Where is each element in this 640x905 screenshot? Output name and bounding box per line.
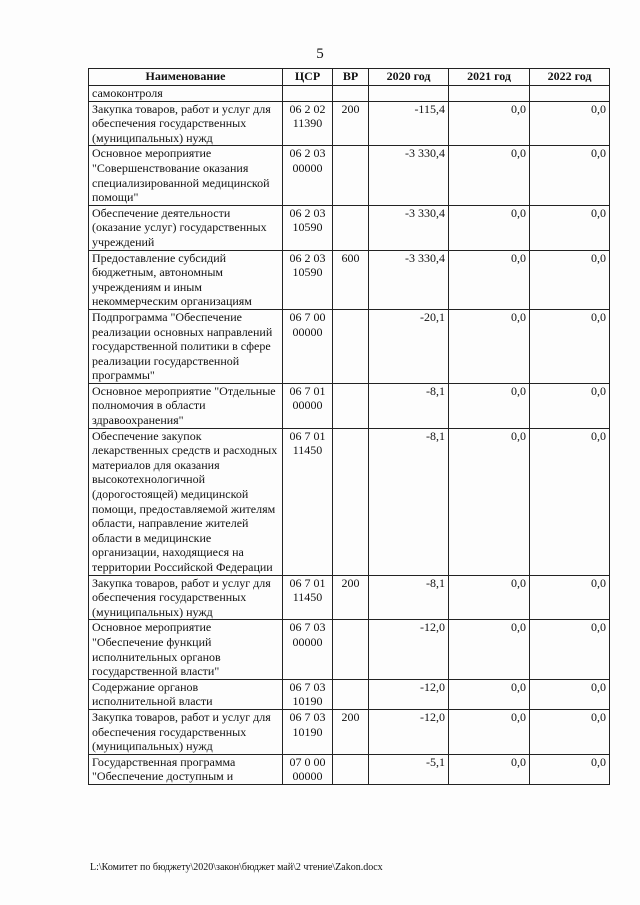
header-name: Наименование [89,69,283,86]
cell-2020: -3 330,4 [369,250,449,309]
cell-vr [333,428,369,575]
header-vr: ВР [333,69,369,86]
cell-name: Основное мероприятие "Обеспечение функций исполнительных органов государственной власти" [89,620,283,679]
cell-2020: -12,0 [369,709,449,754]
cell-vr [333,754,369,784]
cell-2021: 0,0 [449,679,530,709]
cell-2022: 0,0 [530,383,610,428]
table-row [89,575,610,620]
table-row [89,709,610,754]
cell-csr: 06 2 03 10590 [283,205,333,250]
cell-2020: -12,0 [369,620,449,679]
footer-file-path: L:\Комитет по бюджету\2020\закон\бюджет май\2 чтение\Zakon.docx [90,862,383,873]
cell-name: Обеспечение деятельности (оказание услуг) государственных учреждений [89,205,283,250]
cell-2021: 0,0 [449,146,530,205]
cell-vr [333,679,369,709]
cell-name: Закупка товаров, работ и услуг для обеспечения государственных (муниципальных) нужд [89,101,283,146]
cell-name: Подпрограмма "Обеспечение реализации основных направлений государственной политики в сфере реализации государственной программы" [89,309,283,383]
cell-2022: 0,0 [530,679,610,709]
cell-2021: 0,0 [449,709,530,754]
cell-vr: 200 [333,709,369,754]
table-row [89,205,610,250]
cell-2022: 0,0 [530,146,610,205]
cell-2022: 0,0 [530,428,610,575]
table-row [89,383,610,428]
cell-vr [333,146,369,205]
cell-2021: 0,0 [449,101,530,146]
cell-name: Обеспечение закупок лекарственных средств и расходных материалов для оказания высокотехнологичной (дорогостоящей) медицинской помощи, предоставляемой жителям области, направление жителей области в медицинские организации, находящиеся на территории Российской Федерации [89,428,283,575]
table-row [89,679,610,709]
cell-vr [333,383,369,428]
cell-2021: 0,0 [449,620,530,679]
cell-2022: 0,0 [530,205,610,250]
header-2022: 2022 год [530,69,610,86]
cell-csr: 06 7 01 11450 [283,428,333,575]
cell-vr: 600 [333,250,369,309]
header-2021: 2021 год [449,69,530,86]
cell-csr: 06 7 01 11450 [283,575,333,620]
cell-csr [283,86,333,102]
cell-vr [333,620,369,679]
cell-name: Содержание органов исполнительной власти [89,679,283,709]
cell-name: Основное мероприятие "Отдельные полномочия в области здравоохранения" [89,383,283,428]
cell-csr: 06 2 03 10590 [283,250,333,309]
table-row [89,428,610,575]
table-row [89,101,610,146]
cell-2022 [530,86,610,102]
cell-2021: 0,0 [449,309,530,383]
cell-2021: 0,0 [449,428,530,575]
cell-2020: -3 330,4 [369,205,449,250]
cell-2021: 0,0 [449,205,530,250]
cell-csr: 06 7 00 00000 [283,309,333,383]
cell-vr: 200 [333,101,369,146]
cell-2022: 0,0 [530,101,610,146]
cell-csr: 06 7 03 10190 [283,679,333,709]
cell-csr: 06 7 03 10190 [283,709,333,754]
cell-2020: -8,1 [369,383,449,428]
cell-2020: -5,1 [369,754,449,784]
cell-csr: 06 2 03 00000 [283,146,333,205]
cell-2020: -115,4 [369,101,449,146]
cell-name: Государственная программа "Обеспечение доступным и [89,754,283,784]
budget-table [88,68,610,785]
table-row [89,754,610,784]
cell-csr: 07 0 00 00000 [283,754,333,784]
cell-2021: 0,0 [449,754,530,784]
cell-vr: 200 [333,575,369,620]
cell-2020: -8,1 [369,575,449,620]
cell-name: Основное мероприятие "Совершенствование оказания специализированной медицинской помощи" [89,146,283,205]
cell-2022: 0,0 [530,754,610,784]
table-row [89,86,610,102]
cell-name: Закупка товаров, работ и услуг для обеспечения государственных (муниципальных) нужд [89,709,283,754]
cell-2022: 0,0 [530,709,610,754]
page-number: 5 [316,46,324,62]
cell-name: Предоставление субсидий бюджетным, автономным учреждениям и иным некоммерческим организациям [89,250,283,309]
cell-2020 [369,86,449,102]
cell-2021 [449,86,530,102]
cell-name: Закупка товаров, работ и услуг для обеспечения государственных (муниципальных) нужд [89,575,283,620]
cell-2021: 0,0 [449,383,530,428]
table-row [89,250,610,309]
header-csr: ЦСР [283,69,333,86]
table-body [89,86,610,785]
cell-vr [333,309,369,383]
table-header-row [89,69,610,86]
cell-2022: 0,0 [530,250,610,309]
cell-2020: -3 330,4 [369,146,449,205]
table-row [89,146,610,205]
cell-2022: 0,0 [530,575,610,620]
table-row [89,309,610,383]
table-row [89,620,610,679]
cell-vr [333,205,369,250]
cell-2022: 0,0 [530,309,610,383]
cell-2020: -20,1 [369,309,449,383]
cell-2021: 0,0 [449,575,530,620]
cell-2020: -12,0 [369,679,449,709]
cell-2021: 0,0 [449,250,530,309]
cell-vr [333,86,369,102]
cell-2022: 0,0 [530,620,610,679]
cell-csr: 06 7 01 00000 [283,383,333,428]
cell-csr: 06 7 03 00000 [283,620,333,679]
header-2020: 2020 год [369,69,449,86]
cell-name: самоконтроля [89,86,283,102]
cell-2020: -8,1 [369,428,449,575]
cell-csr: 06 2 02 11390 [283,101,333,146]
